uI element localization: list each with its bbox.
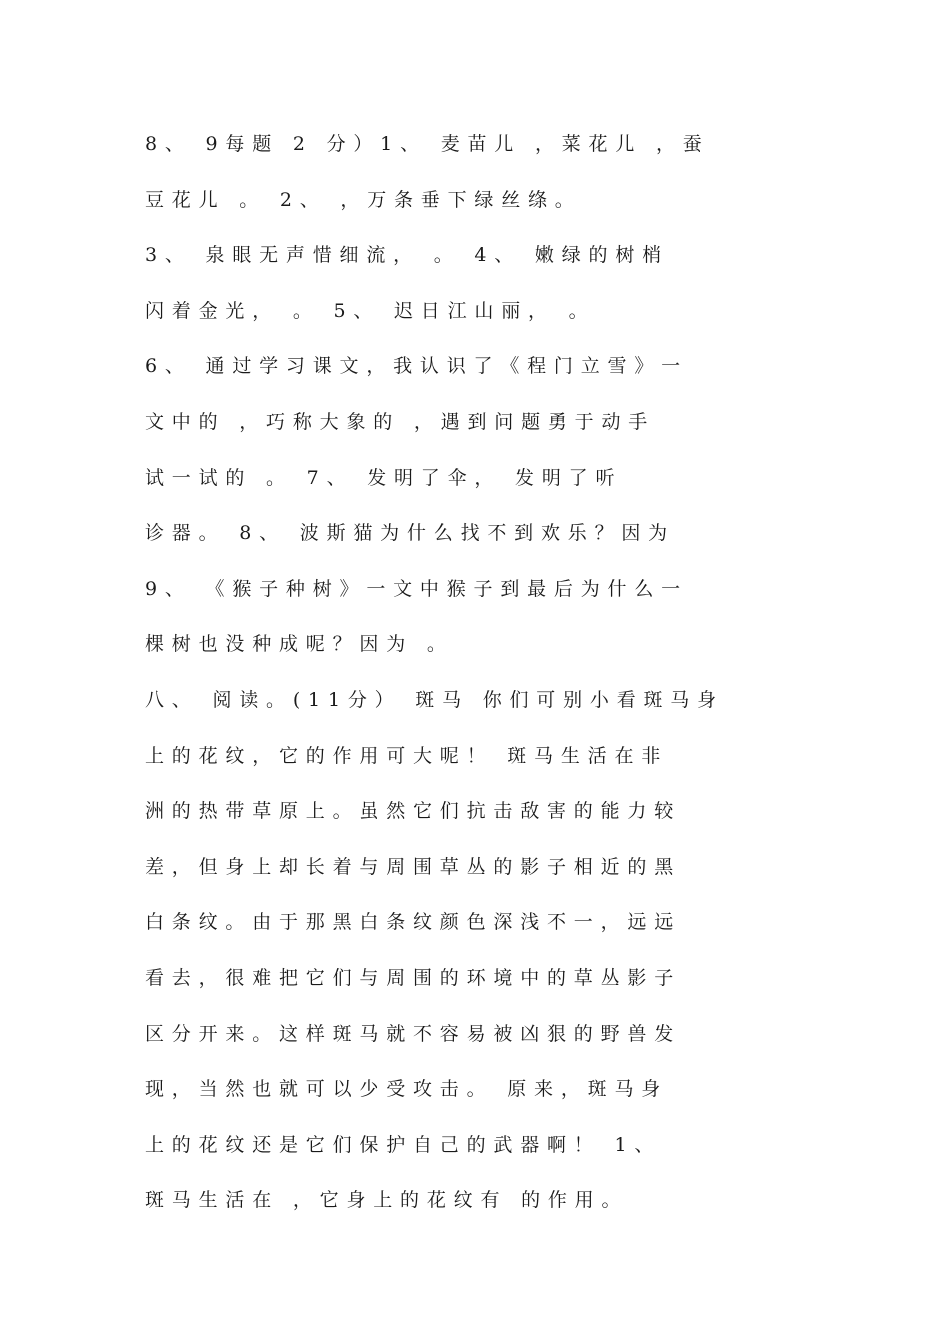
text-line: 诊器。 8、 波斯猫为什么找不到欢乐？因为 — [145, 522, 675, 545]
text-line: 豆花儿 。 2、 ，万条垂下绿丝绦。 — [145, 188, 582, 211]
text-line: 洲的热带草原上。虽然它们抗击敌害的能力较 — [145, 800, 682, 823]
text-line: 9、 《猴子种树》一文中猴子到最后为什么一 — [145, 577, 688, 600]
text-line: 看去，很难把它们与周围的环境中的草丛影子 — [145, 966, 682, 989]
text-line: 闪着金光， 。 5、 迟日江山丽， 。 — [145, 299, 596, 322]
text-line: 现，当然也就可以少受攻击。 原来，斑马身 — [145, 1078, 669, 1101]
text-line: 8、 9每题 2 分）1、 麦苗儿 ，菜花儿 ，蚕 — [145, 133, 710, 155]
text-line: 斑马生活在 ，它身上的花纹有 的作用。 — [145, 1189, 629, 1212]
text-line: 白条纹。由于那黑白条纹颜色深浅不一，远远 — [145, 911, 682, 934]
text-line: 6、 通过学习课文，我认识了《程门立雪》一 — [145, 355, 688, 378]
text-block — [145, 124, 810, 1236]
text-line: 文中的 ，巧称大象的 ，遇到问题勇于动手 — [145, 410, 656, 433]
text-line: 棵树也没种成呢？因为 。 — [145, 633, 454, 656]
text-line: 区分开来。这样斑马就不容易被凶狠的野兽发 — [145, 1022, 682, 1045]
text-line: 八、 阅读。(11分） 斑马 你们可别小看斑马身 — [145, 688, 724, 711]
text-line: 差，但身上却长着与周围草丛的影子相近的黑 — [145, 855, 682, 878]
text-line: 上的花纹还是它们保护自己的武器啊！ 1、 — [145, 1133, 662, 1156]
text-line: 3、 泉眼无声惜细流， 。 4、 嫩绿的树梢 — [145, 244, 669, 267]
text-line: 试一试的 。 7、 发明了伞， 发明了听 — [145, 466, 623, 489]
text-line: 上的花纹，它的作用可大呢！ 斑马生活在非 — [145, 744, 669, 767]
